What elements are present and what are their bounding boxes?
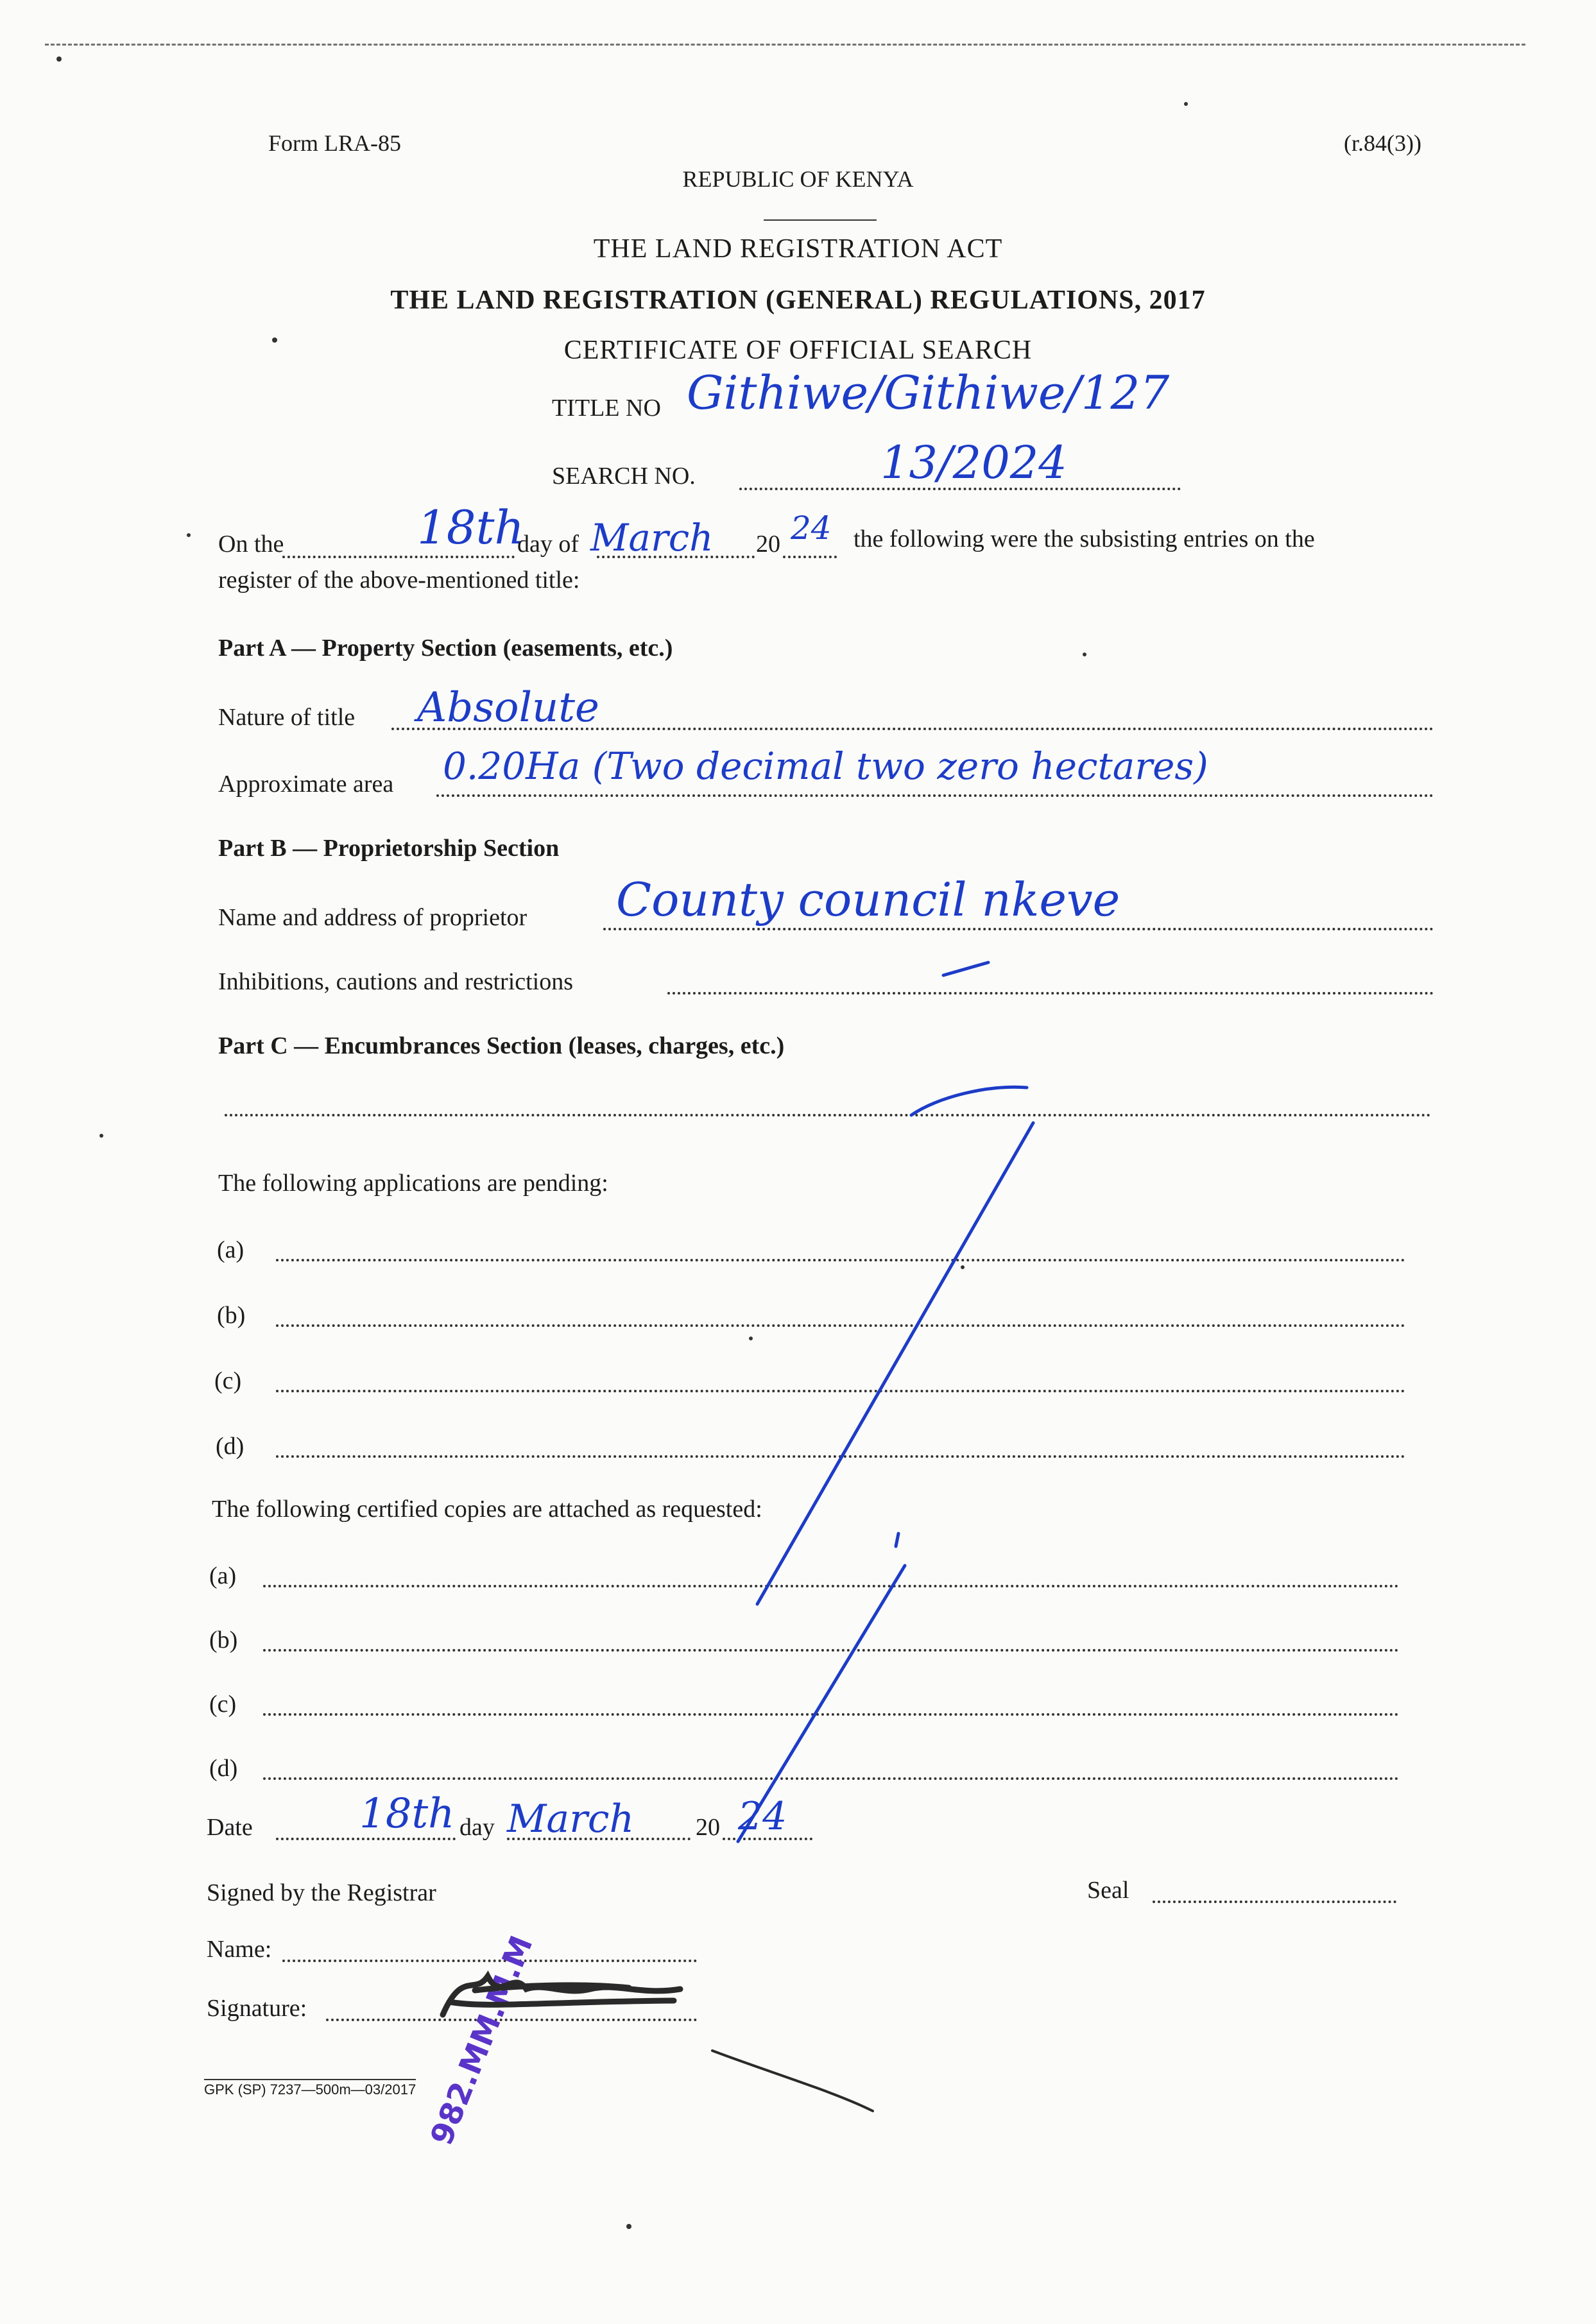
signature-dots: [326, 2019, 697, 2021]
intro-on-the: On the: [218, 531, 284, 558]
heading-rule: [764, 219, 877, 221]
approx-area-dots: [436, 794, 1434, 797]
pending-item-b: (b): [217, 1302, 246, 1329]
date-day-label: day: [459, 1814, 495, 1841]
part-c-heading: Part C — Encumbrances Section (leases, charges, etc.): [218, 1032, 785, 1059]
strike-curve-part-c: [911, 1087, 1027, 1115]
part-a-heading: Part A — Property Section (easements, etc.): [218, 635, 673, 662]
pending-c-dots: [276, 1390, 1405, 1392]
intro-day-dots: [282, 556, 515, 558]
name-dots: [282, 1960, 697, 1962]
intro-day-of: day of: [517, 531, 579, 558]
date-year-value: 24: [738, 1794, 787, 1839]
title-no-value: Githiwe/Githiwe/127: [687, 366, 1170, 420]
proprietor-dots: [603, 928, 1434, 930]
intro-year-prefix: 20: [756, 531, 780, 558]
regulations-heading: THE LAND REGISTRATION (GENERAL) REGULATIONS, 2017: [390, 286, 1206, 315]
republic-heading: REPUBLIC OF KENYA: [682, 166, 914, 192]
nature-of-title-label: Nature of title: [218, 704, 356, 731]
diagonal-strike-line: [738, 1123, 1033, 1841]
intro-line2: register of the above-mentioned title:: [218, 567, 580, 594]
seal-dots: [1153, 1901, 1396, 1903]
pending-item-a: (a): [217, 1236, 245, 1263]
intro-year-value: 24: [791, 509, 832, 547]
date-year-prefix: 20: [696, 1814, 720, 1841]
pending-item-c: (c): [214, 1367, 242, 1394]
speck: [56, 56, 62, 62]
search-no-label: SEARCH NO.: [552, 463, 696, 490]
copies-item-d: (d): [209, 1755, 238, 1782]
pending-b-dots: [276, 1324, 1405, 1327]
intro-year-dots: [783, 556, 837, 558]
intro-day-value: 18th: [417, 500, 524, 554]
scan-edge-line: [45, 44, 1525, 46]
date-day-value: 18th: [359, 1790, 455, 1838]
date-day-dots: [276, 1838, 456, 1840]
name-label: Name:: [207, 1936, 272, 1963]
copies-c-dots: [263, 1713, 1399, 1716]
pending-heading: The following applications are pending:: [218, 1170, 608, 1197]
signed-by-label: Signed by the Registrar: [207, 1879, 436, 1906]
copies-b-dots: [263, 1649, 1399, 1652]
pending-a-dots: [276, 1259, 1405, 1261]
approx-area-label: Approximate area: [218, 771, 394, 798]
copies-heading: The following certified copies are attached as requested:: [212, 1496, 762, 1523]
signature-label: Signature:: [207, 1995, 307, 2022]
act-heading: THE LAND REGISTRATION ACT: [593, 234, 1003, 264]
copies-item-a: (a): [209, 1562, 237, 1589]
print-ref-rule: [204, 2079, 416, 2080]
copies-item-c: (c): [209, 1691, 237, 1718]
pending-item-d: (d): [216, 1433, 245, 1460]
intro-following: the following were the subsisting entries on the: [854, 525, 1315, 552]
pending-d-dots: [276, 1455, 1405, 1458]
form-number: Form LRA-85: [268, 130, 401, 156]
seal-label: Seal: [1087, 1877, 1129, 1904]
copies-d-dots: [263, 1777, 1399, 1780]
date-month-value: March: [507, 1797, 635, 1841]
regulation-reference: (r.84(3)): [1344, 130, 1421, 156]
tick-mark: [896, 1534, 898, 1546]
signature-tail-stroke: [712, 2051, 873, 2111]
part-c-dots: [225, 1114, 1431, 1116]
part-b-heading: Part B — Proprietorship Section: [218, 835, 560, 862]
copies-a-dots: [263, 1585, 1399, 1587]
search-no-value: 13/2024: [880, 436, 1067, 489]
print-reference: GPK (SP) 7237—500m—03/2017: [204, 2081, 416, 2098]
inhibitions-label: Inhibitions, cautions and restrictions: [218, 968, 574, 995]
intro-month-value: March: [590, 516, 714, 560]
title-no-label: TITLE NO: [552, 395, 661, 422]
inhibitions-dots: [667, 992, 1434, 995]
certificate-heading: CERTIFICATE OF OFFICIAL SEARCH: [563, 336, 1033, 365]
nature-of-title-value: Absolute: [417, 684, 599, 731]
date-label: Date: [207, 1814, 253, 1841]
copies-item-b: (b): [209, 1627, 238, 1653]
approx-area-value: 0.20Ha (Two decimal two zero hectares): [443, 744, 1208, 788]
registrar-stamp-image: 982.MM.M.M: [424, 1931, 540, 2150]
proprietor-value: County council nkeve: [616, 873, 1120, 927]
proprietor-label: Name and address of proprietor: [218, 904, 528, 931]
strike-mark-part-b: [943, 962, 988, 975]
